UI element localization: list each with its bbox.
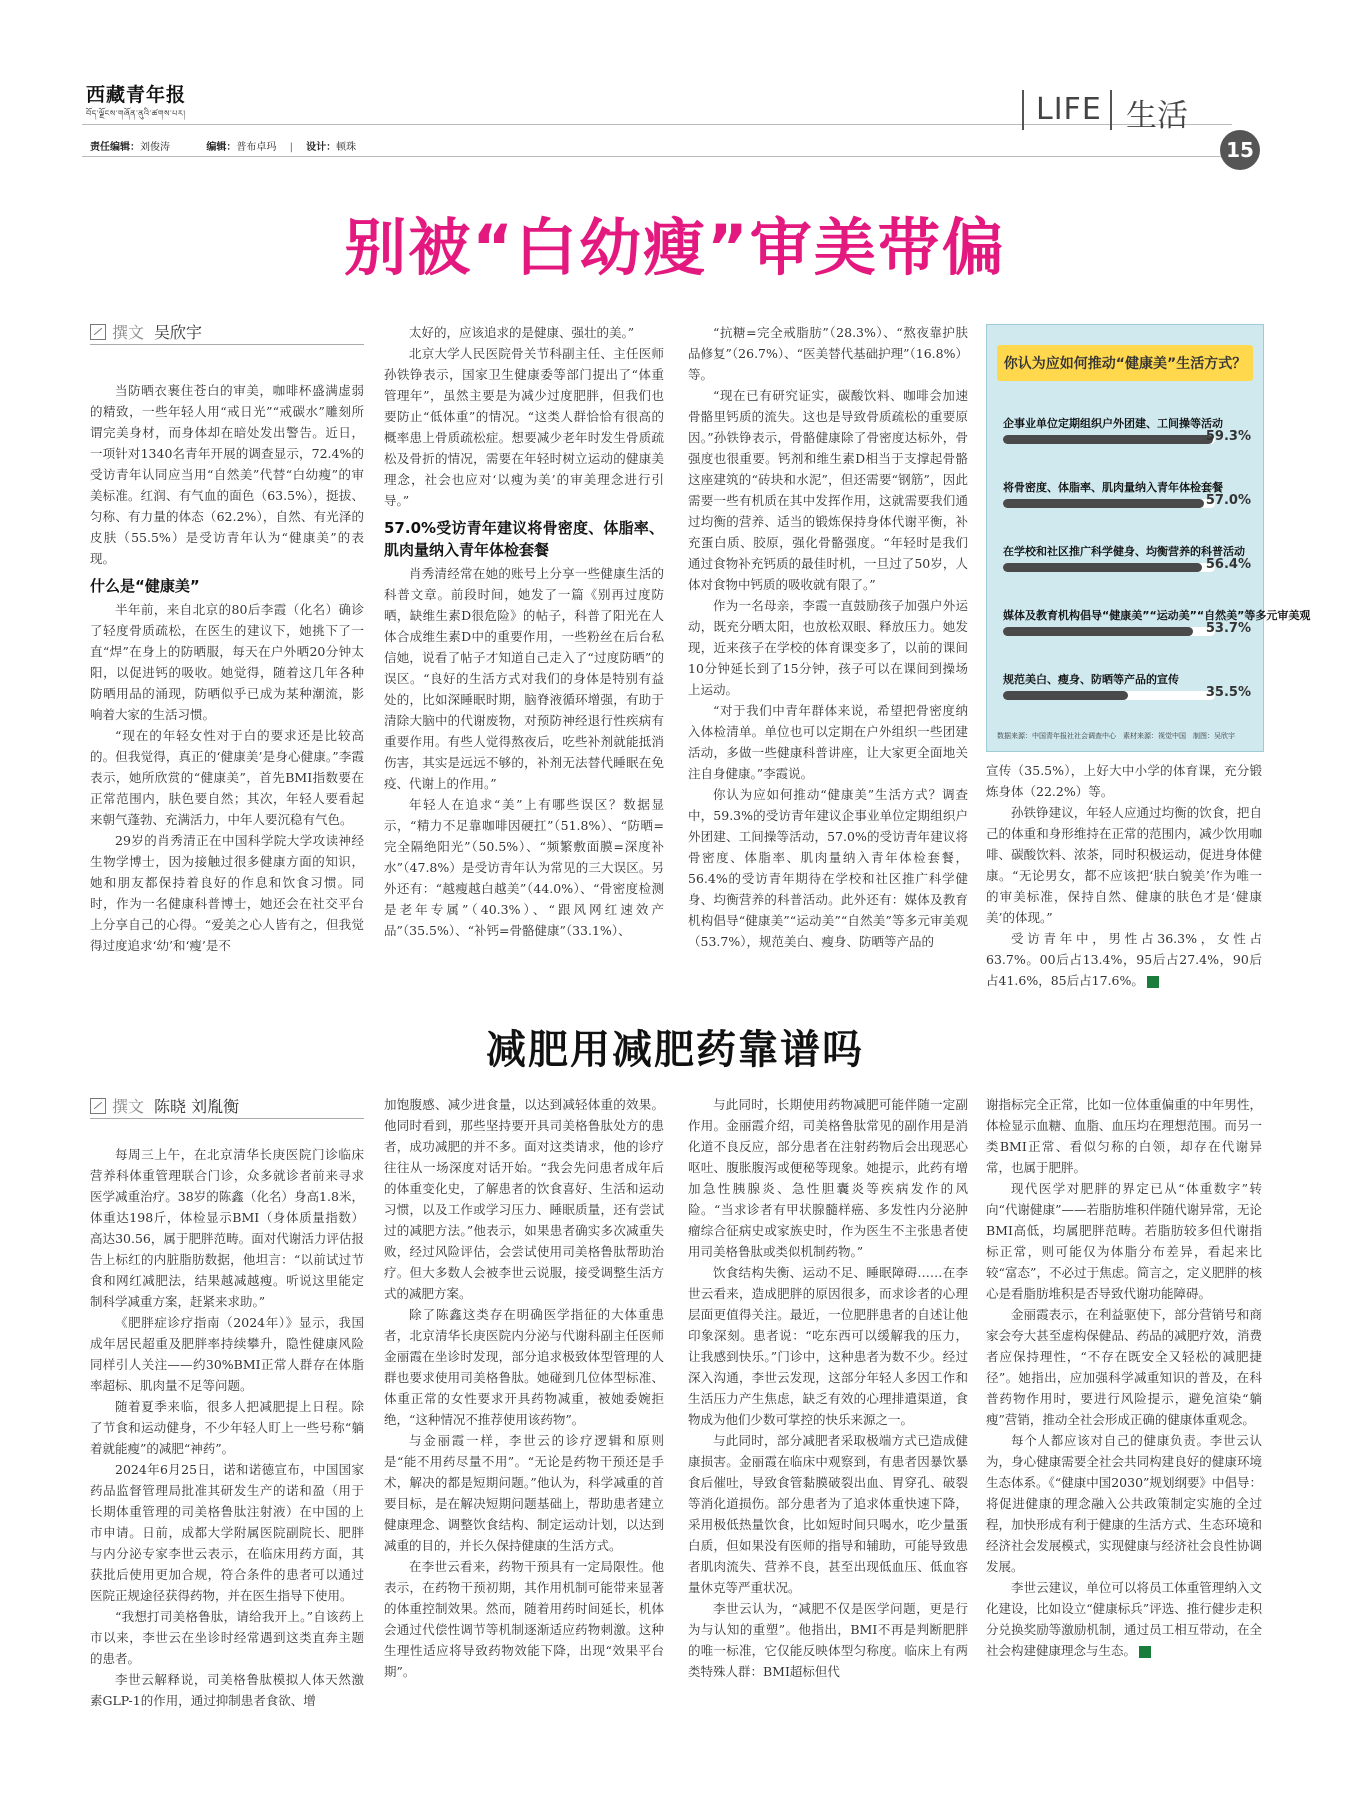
paragraph: 李世云认为，“减肥不仅是医学问题，更是行为与认知的重塑”。他指出，BMI不再是判断肥胖的唯一标准，它仅能反映体型匀称度。临床上有两类特殊人群：BMI超标但代	[688, 1601, 968, 1679]
paragraph: 除了陈鑫这类存在明确医学指征的大体重患者，北京清华长庚医院内分泌与代谢科副主任医师金丽霞在坐诊时发现，部分追求极致体型管理的人群也要求使用司美格鲁肽。她碰到几位体型标准、体重正常的女性要求开具药物减重，被她委婉拒绝，“这种情况不推荐使用该药物”。	[384, 1307, 664, 1427]
paragraph: 每个人都应该对自己的健康负责。李世云认为，身心健康需要全社会共同构建良好的健康环境生态体系。《“健康中国2030”规划纲要》中倡导：将促进健康的理念融入公共政策制定实施的全过程，加快形成有利于健康的生活方式、生态环境和经济社会发展模式，实现健康与经济社会良性协调发展。	[986, 1433, 1262, 1574]
paragraph: “对于我们中青年群体来说，希望把骨密度纳入体检清单。单位也可以定期在户外组织一些团建活动，多做一些健康科普讲座，让大家更全面地关注自身健康。”李霞说。	[688, 703, 968, 781]
infographic-bar-item	[1003, 607, 1311, 636]
design-label: 设计：	[306, 142, 337, 153]
bar-track	[1003, 435, 1215, 444]
bar-fill	[1003, 499, 1204, 508]
bar-value-label: 53.7%	[1205, 621, 1251, 636]
survey-infographic	[986, 324, 1311, 752]
section-divider	[1022, 90, 1024, 130]
article1-column-2	[384, 322, 664, 992]
bar-track	[1003, 563, 1215, 572]
paragraph: 与此同时，部分减肥者采取极端方式已造成健康损害。金丽霞在临床中观察到，有患者因暴饮暴食后催吐，导致食管黏膜破裂出血、胃穿孔、破裂等消化道损伤。部分患者为了追求体重快速下降，采用极低热量饮食，比如短时间只喝水，吃少量蛋白质，但如果没有医师的指导和辅助，可能导致患者肌肉流失、营养不良，甚至出现低血压、低血容量休克等严重状况。	[688, 1433, 968, 1595]
bar-label: 企事业单位定期组织户外团建、工间操等活动	[1003, 417, 1223, 430]
paragraph: 当防晒衣裹住苍白的审美，咖啡杯盛满虚弱的精致，一些年轻人用“戒日光”“戒碳水”雕刻所谓完美身材，而身体却在暗处发出警告。近日，一项针对1340名青年开展的调查显示，72.4%的受访青年认同应当用“自然美”代替“白幼瘦”的审美标准。红润、有气血的面色（63.5%），挺拔、匀称、有力量的体态（62.2%），自然、有光泽的皮肤（55.5%）是受访青年认为“健康美”的表现。	[90, 383, 364, 566]
paragraph: 孙铁铮建议，年轻人应通过均衡的饮食，把自己的体重和身形维持在正常的范围内，减少饮用咖啡、碳酸饮料、浓茶，同时积极运动，促进身体健康。“无论男女，都不应该把‘肤白貌美’作为唯一的审美标准，保持自然、健康的肤色才是‘健康美’的体现。”	[986, 805, 1262, 925]
paragraph: 半年前，来自北京的80后李霞（化名）确诊了轻度骨质疏松，在医生的建议下，她挑下了一直“焊”在身上的防晒服，每天在户外晒20分钟太阳，以促进钙的吸收。她觉得，随着这几年各种防晒用品的涌现，防晒似乎已成为某种潮流，影响着大家的生活习惯。	[90, 602, 364, 722]
byline-rule	[90, 344, 364, 345]
article1-byline	[90, 320, 202, 343]
paragraph	[986, 1577, 1262, 1661]
article2-column-4	[986, 1094, 1262, 1784]
bar-fill	[1003, 435, 1213, 444]
subheading: 57.0%受访青年建议将骨密度、体脂率、肌肉量纳入青年体检套餐	[384, 519, 664, 559]
bar-track	[1003, 691, 1215, 700]
chief-editor-label: 责任编辑：	[90, 142, 140, 153]
paragraph: 太好的，应该追求的是健康、强壮的美。”	[409, 325, 635, 340]
editor-label: 编辑：	[206, 142, 237, 153]
section-name-en: LIFE	[1036, 92, 1102, 127]
byline-rule	[90, 1118, 364, 1119]
paragraph-text: 受访青年中，男性占36.3%，女性占63.7%。00后占13.4%，95后占27.4%，90后占41.6%，85后占17.6%。	[986, 931, 1262, 988]
bar-value-label: 56.4%	[1205, 557, 1251, 572]
editor: 普布卓玛	[236, 142, 277, 153]
bar-track	[1003, 499, 1215, 508]
paragraph: 随着夏季来临，很多人把减肥提上日程。除了节食和运动健身，不少年轻人盯上一些号称“躺着就能瘦”的减肥“神药”。	[90, 1399, 364, 1456]
bar-fill	[1003, 627, 1193, 636]
article2-byline	[90, 1094, 239, 1117]
end-mark-icon	[1147, 976, 1159, 988]
header-rule-bottom	[82, 156, 1232, 157]
paragraph	[986, 928, 1262, 991]
end-mark-icon	[1139, 1646, 1151, 1658]
article1-headline: 别被“白幼瘦”审美带偏	[344, 211, 1006, 284]
article2-column-3	[688, 1094, 968, 1784]
byline-label: 撰文	[112, 323, 145, 342]
chief-editor: 刘俊涛	[140, 142, 170, 153]
paragraph: 李世云解释说，司美格鲁肽模拟人体天然激素GLP-1的作用，通过抑制患者食欲、增	[90, 1672, 364, 1708]
article1-column-4	[986, 760, 1262, 992]
editor-credits: 责任编辑：刘俊涛 编辑：普布卓玛 | 设计：顿珠	[90, 142, 357, 153]
bar-label: 将骨密度、体脂率、肌肉量纳入青年体检套餐	[1003, 481, 1223, 494]
paragraph: 肖秀清经常在她的账号上分享一些健康生活的科普文章。前段时间，她发了一篇《别再过度防晒，缺维生素D很危险》的帖子，科普了阳光在人体合成维生素D中的重要作用，一些粉丝在后台私信她，说看了帖子才知道自己走入了“过度防晒”的误区。“良好的生活方式对我们的身体是特别有益处的，比如深睡眠时期，脑脊液循环增强，有助于清除大脑中的代谢废物，对预防神经退行性疾病有重要作用。有些人觉得熬夜后，吃些补剂就能抵消伤害，其实是远远不够的，补剂无法替代睡眠在免疫、代谢上的作用。”	[384, 566, 664, 791]
paragraph: 与此同时，长期使用药物减肥可能伴随一定副作用。金丽霞介绍，司美格鲁肽常见的副作用是消化道不良反应，部分患者在注射药物后会出现恶心呕吐、腹胀腹泻或便秘等现象。她提示，此药有增加急性胰腺炎、急性胆囊炎等疾病发作的风险。“当求诊者有甲状腺髓样癌、多发性内分泌肿瘤综合征病史或家族史时，作为医生不主张患者使用司美格鲁肽或类似机制药物。”	[688, 1097, 968, 1259]
article1-author: 吴欣宇	[154, 323, 203, 342]
paragraph: 与金丽霞一样，李世云的诊疗逻辑和原则是“能不用药尽量不用”。“无论是药物干预还是手术，解决的都是短期问题。”他认为，科学减重的首要目标，是在解决短期问题基础上，帮助患者建立健康理念、调整饮食结构、制定运动计划，以达到减重的目的，并长久保持健康的生活方式。	[384, 1433, 664, 1553]
paragraph: 宣传（35.5%），上好大中小学的体育课，充分锻炼身体（22.2%）等。	[986, 763, 1262, 799]
designer: 顿珠	[336, 142, 357, 153]
article2-column-2	[384, 1094, 664, 1784]
paragraph: “我想打司美格鲁肽，请给我开上。”自该药上市以来，李世云在坐诊时经常遇到这类直奔主题的患者。	[90, 1609, 364, 1666]
bar-value-label: 59.3%	[1205, 429, 1251, 444]
infographic-bar-item	[1003, 543, 1253, 572]
bar-label: 规范美白、瘦身、防晒等产品的宣传	[1003, 673, 1179, 686]
paragraph: 现代医学对肥胖的界定已从“体重数字”转向“代谢健康”——若脂肪堆积伴随代谢异常，无论BMI高低，均属肥胖范畴。若脂肪较多但代谢指标正常，则可能仅为体脂分布差异，看起来比较“富态”，不必过于焦虑。简言之，定义肥胖的核心是看脂肪堆积是否导致代谢功能障碍。	[986, 1181, 1262, 1301]
paragraph-text: 李世云建议，单位可以将员工体重管理纳入文化建设，比如设立“健康标兵”评选、推行健步走积分兑换奖励等激励机制，通过员工相互带动，在全社会构建健康理念与生态。	[986, 1580, 1262, 1658]
byline-label: 撰文	[112, 1097, 145, 1116]
paragraph: 2024年6月25日，诺和诺德宣布，中国国家药品监督管理局批准其研发生产的诺和盈（用于长期体重管理的司美格鲁肽注射液）在中国的上市申请。日前，成都大学附属医院副院长、肥胖与内分泌专家李世云表示，在临床用药方面，其获批后使用更加合规，符合条件的患者可以通过医院正规途径获得药物，并在医生指导下使用。	[90, 1462, 364, 1603]
infographic-bar-item	[1003, 671, 1253, 700]
article2-headline: 减肥用减肥药靠谱吗	[486, 1026, 864, 1073]
subheading: 什么是“健康美”	[90, 577, 200, 595]
article1-column-1	[90, 380, 364, 992]
infographic-title: 你认为应如何推动“健康美”生活方式？	[997, 345, 1253, 381]
article2-column-1	[90, 1144, 364, 1784]
paragraph: “现在的年轻女性对于白的要求还是比较高的。但我觉得，真正的‘健康美’是身心健康。”李霞表示，她所欣赏的“健康美”，首先BMI指数要在正常范围内，肤色要自然；其次，年轻人要看起来朝气蓬勃、充满活力，中年人要沉稳有气色。	[90, 728, 364, 827]
pen-icon	[90, 324, 106, 340]
paragraph: 加饱腹感、减少进食量，以达到减轻体重的效果。他同时看到，那些坚持要开具司美格鲁肽处方的患者，成功减肥的并不多。面对这类请求，他的诊疗往往从一场深度对话开始。“我会先问患者成年后的体重变化史，了解患者的饮食喜好、生活和运动习惯，以及工作或学习压力、睡眠质量，还有尝试过的减肥方法。”他表示，如果患者确实多次减重失败，经过风险评估，会尝试使用司美格鲁肽帮助治疗。但大多数人会被李世云说服，接受调整生活方式的减肥方案。	[384, 1097, 664, 1301]
paragraph: 饮食结构失衡、运动不足、睡眠障碍……在李世云看来，造成肥胖的原因很多，而求诊者的心理层面更值得关注。最近，一位肥胖患者的自述让他印象深刻。患者说：“吃东西可以缓解我的压力，让我感到快乐。”门诊中，这种患者为数不少。经过深入沟通，李世云发现，这部分年轻人多因工作和生活压力产生焦虑，缺乏有效的心理排遣渠道，食物成为他们少数可掌控的快乐来源之一。	[688, 1265, 968, 1427]
bar-fill	[1003, 691, 1128, 700]
paragraph: 北京大学人民医院骨关节科副主任、主任医师孙铁铮表示，国家卫生健康委等部门提出了“体重管理年”，虽然主要是为减少过度肥胖，但我们也要防止“低体重”的情况。“这类人群恰恰有很高的概率患上骨质疏松症。想要减少老年时发生骨质疏松及骨折的情况，需要在年轻时树立运动的健康美理念，社会也应对‘以瘦为美’的审美理念进行引导。”	[384, 346, 664, 508]
bar-fill	[1003, 563, 1202, 572]
paragraph: “抗糖=完全戒脂肪”（28.3%）、“熬夜靠护肤品修复”（26.7%）、“医美替代基础护理”（16.8%）等。	[688, 325, 968, 382]
masthead-subtitle: བོད་ལྗོངས་གཞོན་ནུའི་ཚགས་པར།	[86, 109, 186, 118]
bar-label: 媒体及教育机构倡导“健康美”“运动美”“自然美”等多元审美观	[1003, 609, 1311, 622]
section-name-cn: 生活	[1126, 98, 1188, 134]
bar-label: 在学校和社区推广科学健身、均衡营养的科普活动	[1003, 545, 1245, 558]
paragraph: 29岁的肖秀清正在中国科学院大学攻读神经生物学博士，因为接触过很多健康方面的知识，她和朋友都保持着良好的作息和饮食习惯。同时，作为一名健康科普博士，她还会在社交平台上分享自己的心得。“爱美之心人皆有之，但我觉得过度追求‘幼’和‘瘦’是不	[90, 833, 364, 953]
infographic-bar-item	[1003, 479, 1253, 508]
bar-value-label: 35.5%	[1205, 685, 1251, 700]
section-divider-2	[1110, 90, 1112, 130]
masthead-title: 西藏青年报	[86, 84, 187, 106]
page-number-badge: 15	[1220, 130, 1260, 170]
paragraph: 金丽霞表示，在利益驱使下，部分营销号和商家会夸大甚至虚构保健品、药品的减肥疗效，消费者应保持理性，“不存在既安全又轻松的减肥捷径”。她指出，应加强科学减重知识的普及，在科普药物作用时，要进行风险提示，避免渲染“躺瘦”营销，推动全社会形成正确的健康体重观念。	[986, 1307, 1262, 1427]
article2-author: 陈晓 刘胤衡	[154, 1097, 240, 1116]
paragraph: 你认为应如何推动“健康美”生活方式？调查中，59.3%的受访青年建议企事业单位定期组织户外团建、工间操等活动，57.0%的受访青年建议将骨密度、体脂率、肌肉量纳入青年体检套餐，56.4%的受访青年期待在学校和社区推广科学健身、均衡营养的科普活动。此外还有：媒体及教育机构倡导“健康美”“运动美”“自然美”等多元审美观（53.7%），规范美白、瘦身、防晒等产品的	[688, 787, 968, 949]
paragraph: 谢指标完全正常，比如一位体重偏重的中年男性，体检显示血糖、血脂、血压均在理想范围。而另一类BMI正常、看似匀称的白领，却存在代谢异常，也属于肥胖。	[986, 1097, 1262, 1175]
infographic-credits: 数据来源：中国青年报社社会调查中心 素材来源：视觉中国 制图：吴欣宇	[997, 732, 1235, 740]
paragraph: 在李世云看来，药物干预具有一定局限性。他表示，在药物干预初期，其作用机制可能带来显著的体重控制效果。然而，随着用药时间延长，机体会通过代偿性调节等机制逐渐适应药物刺激。这种生理性适应将导致药物效能下降，出现“效果平台期”。	[384, 1559, 664, 1679]
paragraph: “现在已有研究证实，碳酸饮料、咖啡会加速骨骼里钙质的流失。这也是导致骨质疏松的重要原因。”孙铁铮表示，骨骼健康除了骨密度达标外，骨强度也很重要。钙剂和维生素D相当于支撑起骨骼这座建筑的“砖块和水泥”，但还需要“钢筋”，因此需要一些有机质在其中发挥作用，这就需要我们通过均衡的营养、适当的锻炼保持身体代谢平衡，补充蛋白质、胶原，强化骨骼强度。“年轻时是我们通过食物补充钙质的最佳时机，一旦过了50岁，人体对食物中钙质的吸收就有限了。”	[688, 388, 968, 592]
article1-column-3	[688, 322, 968, 992]
bar-value-label: 57.0%	[1205, 493, 1251, 508]
pen-icon	[90, 1098, 106, 1114]
paragraph: 《肥胖症诊疗指南（2024年）》显示，我国成年居民超重及肥胖率持续攀升，隐性健康风险同样引人关注——约30%BMI正常人群存在体脂率超标、肌肉量不足等问题。	[90, 1315, 364, 1393]
infographic-bar-item	[1003, 415, 1253, 444]
bar-track	[1003, 627, 1215, 636]
paragraph: 每周三上午，在北京清华长庚医院门诊临床营养科体重管理联合门诊，众多就诊者前来寻求医学减重治疗。38岁的陈鑫（化名）身高1.8米，体重达198斤，体检显示BMI（身体质量指数）高达30.56，属于肥胖范畴。面对代谢活力评估报告上标红的内脏脂肪数据，他坦言：“以前试过节食和网红减肥法，结果越减越瘦。听说这里能定制科学减重方案，赶紧来求助。”	[90, 1147, 364, 1309]
paragraph: 作为一名母亲，李霞一直鼓励孩子加强户外运动，既充分晒太阳，也放松双眼、释放压力。她发现，近来孩子在学校的体育课变多了，以前的课间10分钟延长到了15分钟，孩子可以在课间到操场上运动。	[688, 598, 968, 697]
paragraph: 年轻人在追求“美”上有哪些误区？数据显示，“精力不足靠咖啡因硬扛”（51.8%）、“防晒=完全隔绝阳光”（50.5%）、“频繁敷面膜=深度补水”（47.8%）是受访青年认为常见的三大误区。另外还有：“越瘦越白越美”（44.0%）、“骨密度检测是老年专属”（40.3%）、“跟风网红速效产品”（35.5%）、“补钙=骨骼健康”（33.1%）、	[384, 797, 664, 938]
